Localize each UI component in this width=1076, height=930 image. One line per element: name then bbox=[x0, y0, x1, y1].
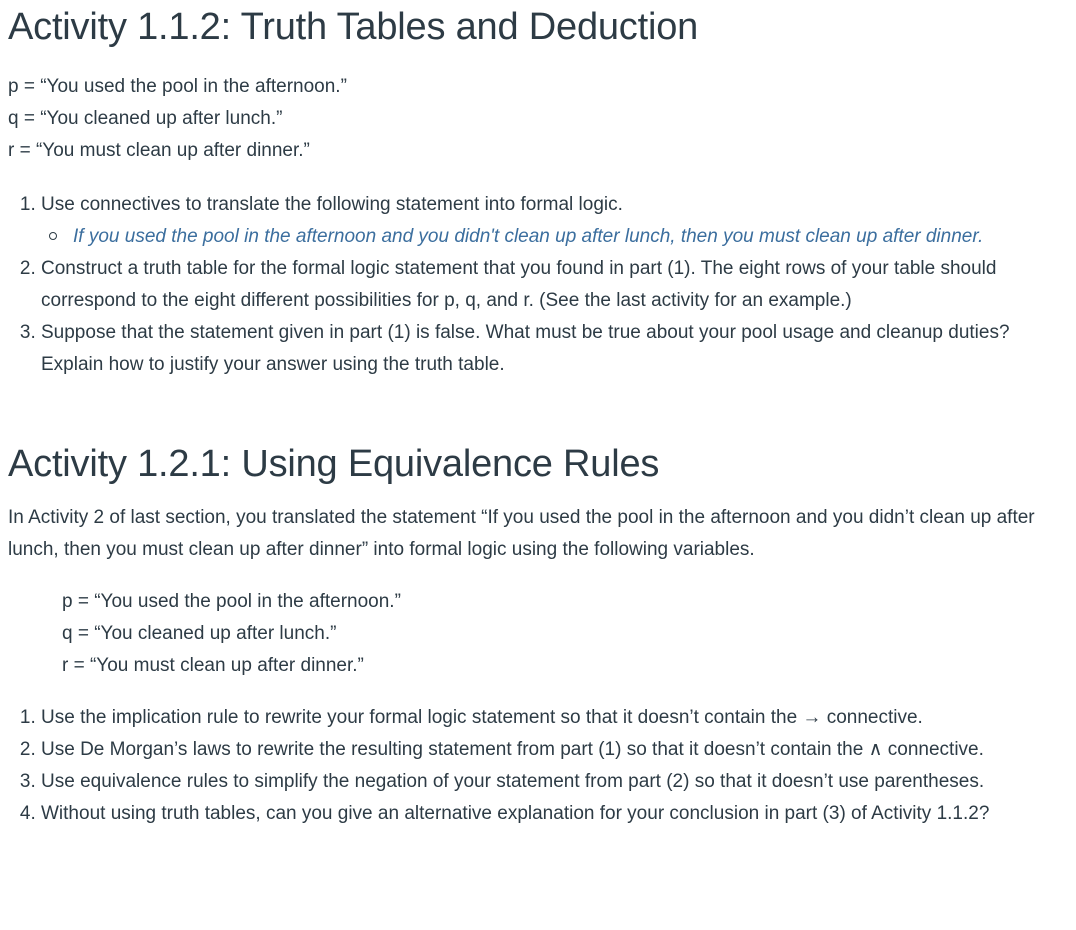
activity-1-title: Activity 1.1.2: Truth Tables and Deduction bbox=[8, 6, 699, 48]
question-text: Without using truth tables, can you give an alternative explanation for your conclusion in part (3) of Activity 1.1.2? bbox=[41, 803, 990, 824]
question-item bbox=[41, 766, 1068, 798]
activity-2-title: Activity 1.2.1: Using Equivalence Rules bbox=[8, 443, 660, 485]
activity-1-2-1 bbox=[8, 438, 1068, 830]
statement-text: If you used the pool in the afternoon and you didn't clean up after lunch, then you must clean up after dinner. bbox=[73, 226, 984, 247]
question-text: Construct a truth table for the formal logic statement that you found in part (1). The eight rows of your table should correspond to the eight different possibilities for p, q, and r. (See the last activity for an example.) bbox=[41, 258, 997, 311]
question-text: Use the implication rule to rewrite your formal logic statement so that it doesn’t contain the → connective. bbox=[41, 707, 923, 728]
question-item bbox=[41, 734, 1068, 766]
question-text: Suppose that the statement given in part (1) is false. What must be true about your pool usage and cleanup duties? Explain how to justify your answer using the truth table. bbox=[41, 322, 1010, 375]
question-text: Use De Morgan’s laws to rewrite the resulting statement from part (1) so that it doesn’t contain the ∧ connective. bbox=[41, 739, 984, 760]
question-item bbox=[41, 702, 1068, 734]
question-text: Use equivalence rules to simplify the negation of your statement from part (2) so that it doesn’t use parentheses. bbox=[41, 771, 985, 792]
activity-1-1-2 bbox=[8, 1, 1068, 381]
statement-list bbox=[41, 221, 1068, 253]
question-text: Use connectives to translate the following statement into formal logic. bbox=[41, 194, 623, 215]
statement-item bbox=[49, 221, 1068, 253]
variable-p: p = “You used the pool in the afternoon.” bbox=[62, 591, 401, 612]
variable-q: q = “You cleaned up after lunch.” bbox=[62, 623, 337, 644]
activity-1-variables bbox=[8, 71, 1068, 167]
question-item bbox=[41, 317, 1068, 381]
circle-bullet-icon bbox=[49, 232, 57, 240]
activity-1-questions bbox=[8, 189, 1068, 381]
activity-2-intro: In Activity 2 of last section, you translated the statement “If you used the pool in the afternoon and you didn’t clean up after lunch, then you must clean up after dinner” into formal logic using the following variables. bbox=[8, 507, 1035, 560]
question-item bbox=[41, 798, 1068, 830]
page-content bbox=[8, 0, 1068, 830]
variable-r: r = “You must clean up after dinner.” bbox=[8, 140, 310, 161]
variable-q: q = “You cleaned up after lunch.” bbox=[8, 108, 283, 129]
activity-2-questions bbox=[8, 702, 1068, 830]
activity-2-variables bbox=[62, 586, 1068, 682]
variable-r: r = “You must clean up after dinner.” bbox=[62, 655, 364, 676]
variable-p: p = “You used the pool in the afternoon.” bbox=[8, 76, 347, 97]
question-item bbox=[41, 189, 1068, 253]
question-item bbox=[41, 253, 1068, 317]
